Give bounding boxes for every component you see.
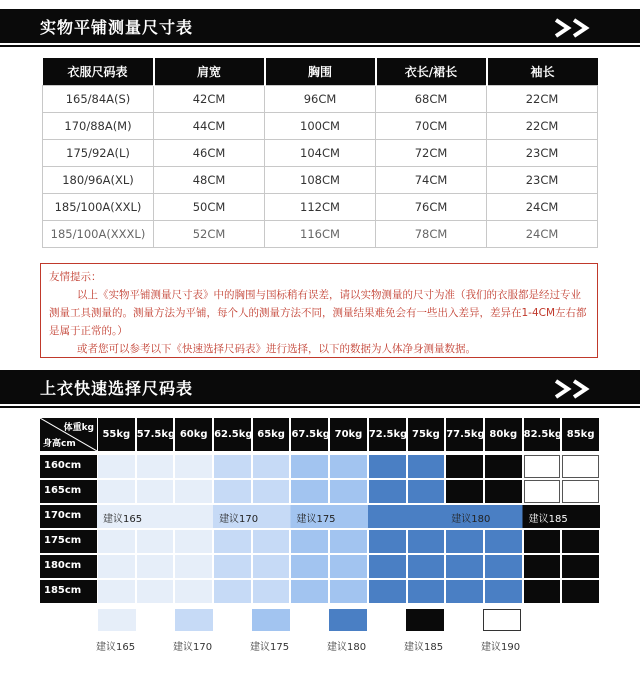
- legend-swatch: [252, 609, 290, 631]
- size-cell: [137, 480, 174, 503]
- header-chest: 胸围: [265, 58, 376, 85]
- notice-paragraph: 或者您可以参考以下《快速选择尺码表》进行选择，以下的数据为人体净身测量数据。: [77, 343, 476, 355]
- size-cell: [291, 480, 328, 503]
- legend-label: 建议190: [481, 642, 521, 653]
- table-cell: 23CM: [487, 166, 598, 193]
- size-cell: [330, 455, 367, 478]
- height-header-cell: 180cm: [40, 555, 97, 578]
- size-cell: [330, 530, 367, 553]
- legend-label: 建议170: [173, 642, 213, 653]
- notice-heading: 友情提示：: [49, 271, 102, 283]
- size-cell: [253, 530, 290, 553]
- table-cell: 48CM: [154, 166, 265, 193]
- size-cell: [137, 580, 174, 603]
- header-length: 衣长/裙长: [376, 58, 487, 85]
- size-cell: [291, 530, 328, 553]
- table-cell: 74CM: [376, 166, 487, 193]
- table-cell: 170/88A(M): [43, 112, 154, 139]
- size-cell: [446, 455, 483, 478]
- size-cell: [485, 480, 522, 503]
- table-cell: 24CM: [487, 193, 598, 220]
- table-row: [43, 166, 598, 193]
- size-cell: [175, 480, 212, 503]
- chart-corner: [40, 418, 97, 451]
- table-cell: 52CM: [154, 220, 265, 247]
- weight-header-cell: 70kg: [330, 418, 367, 451]
- size-cell: [291, 555, 328, 578]
- height-header-cell: 185cm: [40, 580, 97, 603]
- header-shoulder: 肩宽: [154, 58, 265, 85]
- section-title: 上衣快速选择尺码表: [40, 379, 194, 398]
- table-row: [43, 85, 598, 112]
- size-cell: [562, 480, 599, 503]
- size-cell: [330, 480, 367, 503]
- table-cell: 42CM: [154, 85, 265, 112]
- size-cell: [214, 455, 251, 478]
- weight-header-cell: 67.5kg: [291, 418, 328, 451]
- legend-label: 建议165: [96, 642, 136, 653]
- weight-header-cell: 80kg: [485, 418, 522, 451]
- size-cell: [253, 480, 290, 503]
- legend-swatch: [98, 609, 136, 631]
- recommend-label: 建议185: [528, 514, 568, 525]
- size-cell: [524, 555, 561, 578]
- size-cell: [524, 580, 561, 603]
- table-cell: 180/96A(XL): [43, 166, 154, 193]
- weight-axis-label: 体重kg: [63, 423, 94, 433]
- size-cell: [214, 555, 251, 578]
- size-cell: [408, 455, 445, 478]
- table-cell: 116CM: [265, 220, 376, 247]
- size-cell: [291, 455, 328, 478]
- recommend-label: 建议175: [296, 514, 336, 525]
- size-cell: [485, 580, 522, 603]
- height-header-cell: 165cm: [40, 480, 97, 503]
- size-cell: [446, 555, 483, 578]
- table-cell: 70CM: [376, 112, 487, 139]
- weight-header-cell: 62.5kg: [214, 418, 251, 451]
- weight-header-cell: 55kg: [98, 418, 135, 451]
- double-chevron-right-icon: [554, 379, 596, 399]
- size-cell: [214, 480, 251, 503]
- banner-divider: [0, 406, 640, 408]
- quick-size-chart: [40, 418, 600, 603]
- size-cell: [524, 530, 561, 553]
- table-cell: 50CM: [154, 193, 265, 220]
- section-banner-measurement: [0, 9, 640, 43]
- size-cell: [137, 455, 174, 478]
- weight-header-cell: 82.5kg: [524, 418, 561, 451]
- table-row: [43, 193, 598, 220]
- size-cell: [214, 530, 251, 553]
- height-axis-label: 身高cm: [43, 439, 76, 449]
- table-cell: 24CM: [487, 220, 598, 247]
- size-cell: [214, 580, 251, 603]
- table-cell: 96CM: [265, 85, 376, 112]
- recommend-label: 建议165: [103, 514, 143, 525]
- notice-paragraph: 以上《实物平铺测量尺寸表》中的胸围与国标稍有误差，请以实物测量的尺寸为准（我们的衣服都是经过专业测量工具测量的。测量方法为平铺，每个人的测量方法不同，测量结果难免会有一些出入差异，差异在1-4CM左右都是属于正常的。）: [49, 289, 587, 337]
- size-cell: [175, 555, 212, 578]
- size-cell: [330, 580, 367, 603]
- size-table: [42, 58, 598, 248]
- weight-header-cell: 77.5kg: [446, 418, 483, 451]
- size-cell: [98, 555, 135, 578]
- size-cell: [369, 455, 406, 478]
- table-cell: 68CM: [376, 85, 487, 112]
- table-cell: 185/100A(XXL): [43, 193, 154, 220]
- size-cell: [291, 580, 328, 603]
- table-cell: 104CM: [265, 139, 376, 166]
- size-cell: [253, 455, 290, 478]
- legend-swatch: [483, 609, 521, 631]
- size-cell: [253, 555, 290, 578]
- table-cell: 22CM: [487, 112, 598, 139]
- table-cell: 76CM: [376, 193, 487, 220]
- table-cell: 44CM: [154, 112, 265, 139]
- header-sleeve: 袖长: [487, 58, 598, 85]
- size-cell: [485, 455, 522, 478]
- table-cell: 72CM: [376, 139, 487, 166]
- table-cell: 165/84A(S): [43, 85, 154, 112]
- height-header-cell: 170cm: [40, 505, 97, 528]
- table-cell: 112CM: [265, 193, 376, 220]
- size-cell: [485, 530, 522, 553]
- size-cell: [485, 555, 522, 578]
- section-title: 实物平铺测量尺寸表: [40, 18, 194, 37]
- size-cell: [446, 530, 483, 553]
- size-cell: [369, 480, 406, 503]
- height-header-cell: 175cm: [40, 530, 97, 553]
- table-cell: 100CM: [265, 112, 376, 139]
- double-chevron-right-icon: [554, 18, 596, 38]
- size-cell: [446, 580, 483, 603]
- size-cell: [175, 455, 212, 478]
- size-cell: [562, 530, 599, 553]
- size-cell: [175, 530, 212, 553]
- weight-header-cell: 75kg: [408, 418, 445, 451]
- weight-header-cell: 60kg: [175, 418, 212, 451]
- section-banner-quick-chart: [0, 370, 640, 404]
- size-cell: [253, 580, 290, 603]
- size-cell: [369, 530, 406, 553]
- table-cell: 78CM: [376, 220, 487, 247]
- table-row: [43, 139, 598, 166]
- table-cell: 22CM: [487, 85, 598, 112]
- size-cell: [369, 580, 406, 603]
- weight-header-cell: 65kg: [253, 418, 290, 451]
- size-cell: [562, 580, 599, 603]
- legend-swatch: [406, 609, 444, 631]
- height-header-cell: 160cm: [40, 455, 97, 478]
- size-cell: [562, 555, 599, 578]
- size-cell: [175, 580, 212, 603]
- banner-divider: [0, 45, 640, 47]
- table-cell: 46CM: [154, 139, 265, 166]
- notice-box: [40, 263, 598, 358]
- weight-header-cell: 85kg: [562, 418, 599, 451]
- size-cell: [524, 480, 561, 503]
- size-cell: [137, 530, 174, 553]
- size-cell: [98, 580, 135, 603]
- size-cell: [98, 530, 135, 553]
- size-cell: [98, 455, 135, 478]
- weight-header-cell: 72.5kg: [369, 418, 406, 451]
- legend-swatch: [329, 609, 367, 631]
- size-cell: [98, 480, 135, 503]
- size-cell: [562, 455, 599, 478]
- size-cell: [330, 555, 367, 578]
- size-cell: [137, 555, 174, 578]
- size-cell: [524, 455, 561, 478]
- legend-swatch: [175, 609, 213, 631]
- size-cell: [408, 580, 445, 603]
- table-cell: 108CM: [265, 166, 376, 193]
- table-row: [43, 112, 598, 139]
- legend-label: 建议185: [404, 642, 444, 653]
- legend-label: 建议180: [327, 642, 367, 653]
- weight-header-cell: 57.5kg: [137, 418, 174, 451]
- recommendation-row-band: [97, 505, 600, 528]
- size-cell: [408, 530, 445, 553]
- size-cell: [369, 555, 406, 578]
- recommend-label: 建议170: [219, 514, 259, 525]
- size-cell: [446, 480, 483, 503]
- table-cell: 175/92A(L): [43, 139, 154, 166]
- size-cell: [408, 480, 445, 503]
- recommend-label: 建议180: [451, 514, 491, 525]
- size-cell: [408, 555, 445, 578]
- legend-label: 建议175: [250, 642, 290, 653]
- table-cell: 185/100A(XXXL): [43, 220, 154, 247]
- table-cell: 23CM: [487, 139, 598, 166]
- header-size: 衣服尺码表: [43, 58, 154, 85]
- size-table-header: [43, 58, 598, 85]
- table-row: [43, 220, 598, 247]
